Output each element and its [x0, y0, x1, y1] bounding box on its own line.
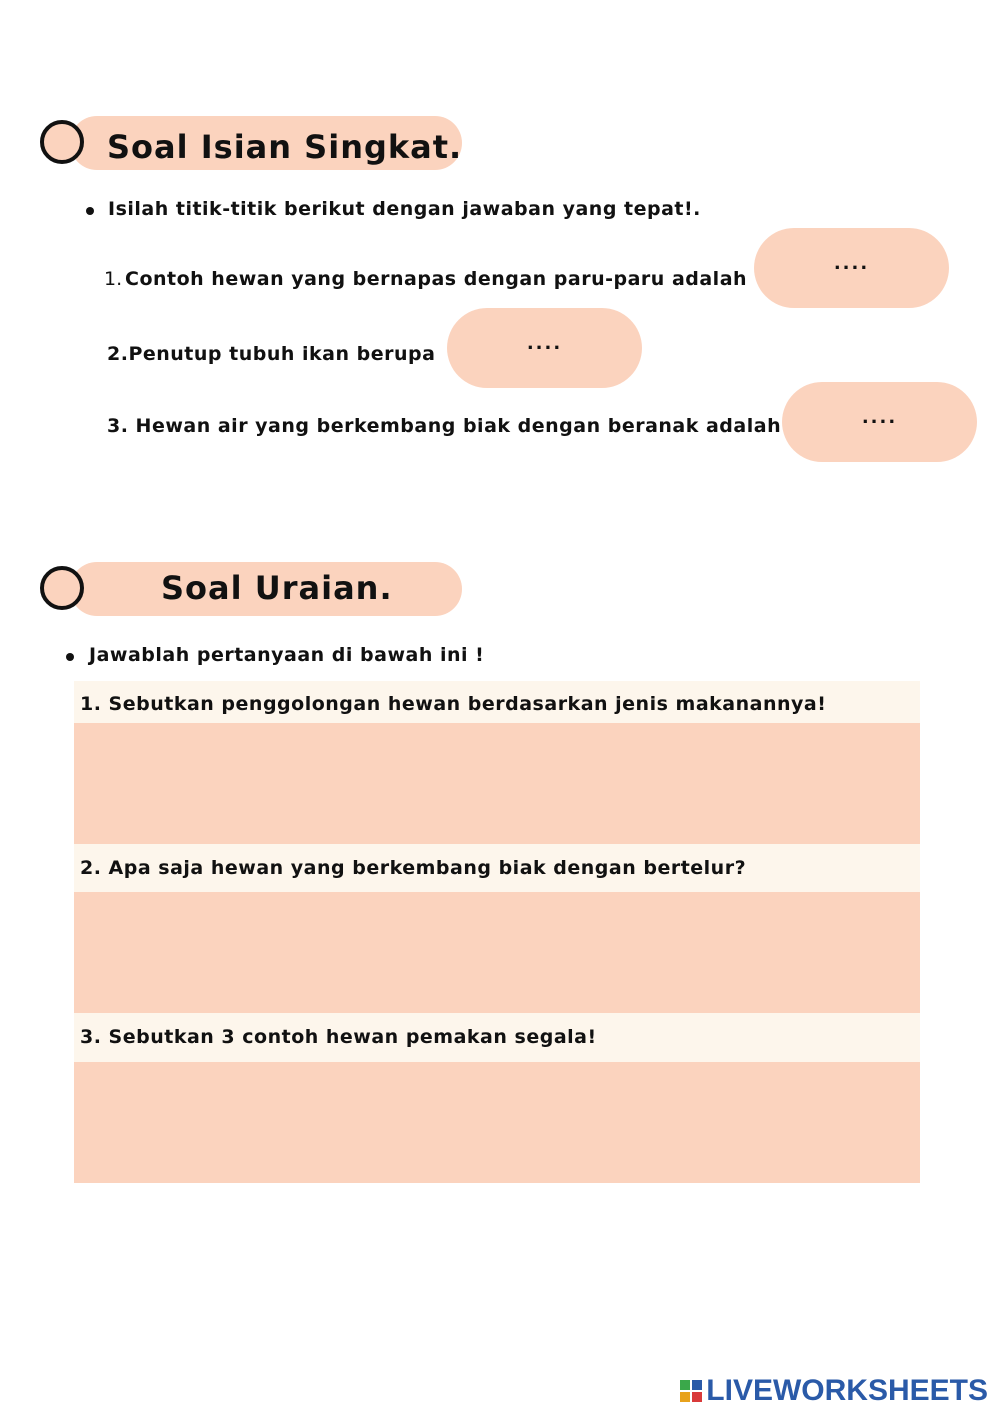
section2-instruction: Jawablah pertanyaan di bawah ini !	[89, 644, 485, 666]
section2-title: Soal Uraian.	[161, 569, 393, 607]
section1-title: Soal Isian Singkat.	[107, 128, 463, 166]
item1-number: 1.	[104, 268, 123, 290]
item3-answer-field[interactable]: ....	[782, 382, 977, 462]
item3-text: 3. Hewan air yang berkembang biak dengan beranak adalah	[107, 415, 782, 437]
liveworksheets-logo	[680, 1374, 988, 1408]
section1-instruction: Isilah titik-titik berikut dengan jawaban yang tepat!.	[108, 198, 701, 220]
item1-text: Contoh hewan yang bernapas dengan paru-paru adalah	[125, 268, 748, 290]
brand-name: LIVEWORKSHEETS	[706, 1374, 988, 1407]
section1-circle-icon	[40, 120, 84, 164]
item1-answer-field[interactable]: ....	[754, 228, 949, 308]
logo-grid-icon	[680, 1380, 702, 1402]
essay-answer-3[interactable]	[74, 1062, 920, 1183]
essay-answer-2[interactable]	[74, 892, 920, 1013]
section2-circle-icon	[40, 566, 84, 610]
item2-text: 2.Penutup tubuh ikan berupa	[107, 343, 436, 365]
essay-question-1: 1. Sebutkan penggolongan hewan berdasarkan jenis makanannya!	[74, 681, 920, 723]
essay-answer-1[interactable]	[74, 723, 920, 844]
item2-answer-field[interactable]: ....	[447, 308, 642, 388]
bullet-icon	[66, 653, 74, 661]
bullet-icon	[86, 207, 94, 215]
essay-question-2: 2. Apa saja hewan yang berkembang biak dengan bertelur?	[74, 844, 920, 892]
essay-question-3: 3. Sebutkan 3 contoh hewan pemakan segala!	[74, 1013, 920, 1062]
